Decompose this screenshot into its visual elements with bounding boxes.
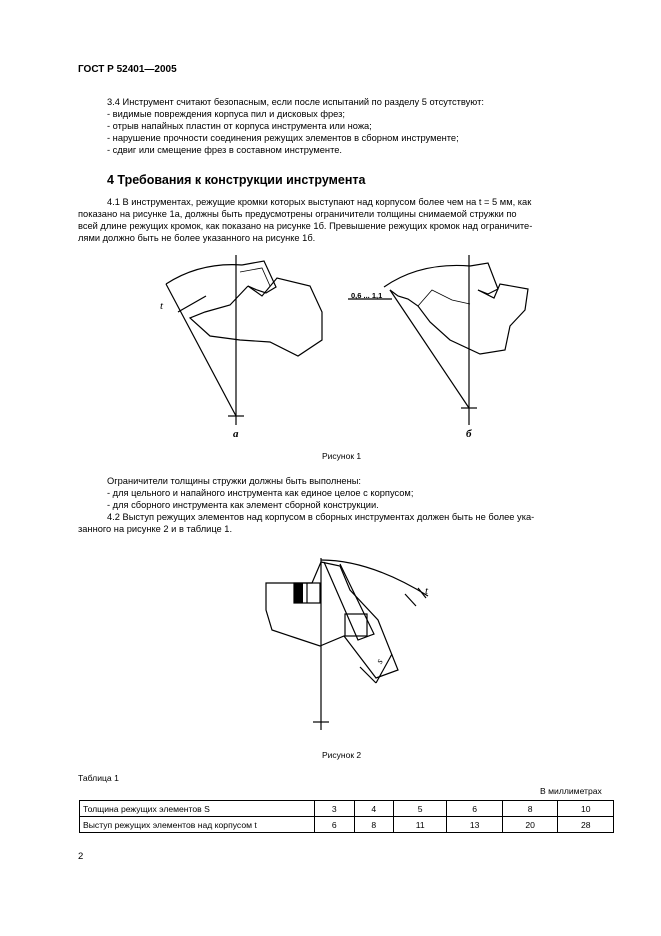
list-item: - видимые повреждения корпуса пил и дисковых фрез; <box>107 109 345 119</box>
paragraph-line: лями должно быть не более указанного на рисунке 1б. <box>78 233 316 243</box>
table-cell <box>80 801 315 817</box>
paragraph-line: всей длине режущих кромок, как показано на рисунке 1б. Превышение режущих кромок над ограничите- <box>78 221 533 231</box>
table-cell: 4 <box>354 801 394 817</box>
table-cell: 10 <box>558 801 614 817</box>
fig1a-tool-arc <box>166 265 242 284</box>
section-3-4-intro: 3.4 Инструмент считают безопасным, если после испытаний по разделу 5 отсутствуют: <box>107 97 484 107</box>
fig1b-cutter-tooth <box>470 263 498 294</box>
table-cell: 3 <box>315 801 355 817</box>
table-cell: 6 <box>315 817 355 833</box>
table-cell: 6 <box>447 801 503 817</box>
row-label: Выступ режущих элементов над корпусом t <box>83 819 257 830</box>
fig1a-dim-line <box>178 296 206 312</box>
fig2-wedge-fill <box>294 583 303 603</box>
fig1a-label-t: t <box>160 300 164 312</box>
table-cell: 11 <box>394 817 447 833</box>
table-cell <box>80 817 315 833</box>
paragraph-line: показано на рисунке 1а, должны быть предусмотрены ограничители толщины снимаемой стружки по <box>78 209 517 219</box>
fig1b-label: б <box>466 428 472 440</box>
fig2-dim-t-line <box>405 594 416 606</box>
table-1 <box>79 800 614 833</box>
fig1b-radius-line <box>390 290 469 408</box>
fig1a-inner-line <box>240 268 270 286</box>
fig1b-tool-arc <box>384 265 470 287</box>
figure-1-caption: Рисунок 1 <box>322 451 362 461</box>
list-item: - нарушение прочности соединения режущих элементов в сборном инструменте; <box>107 133 459 143</box>
list-item: - отрыв напайных пластин от корпуса инструмента или ножа; <box>107 121 372 131</box>
table-cell: 8 <box>502 801 558 817</box>
row-label: Толщина режущих элементов S <box>83 803 210 814</box>
table-row <box>80 801 614 817</box>
table-cell: 13 <box>447 817 503 833</box>
fig1a-cutter-tooth <box>242 261 276 293</box>
table-cell: 5 <box>394 801 447 817</box>
paragraph-line: - для цельного и напайного инструмента как единое целое с корпусом; <box>107 488 414 498</box>
fig2-label-s: s <box>374 657 386 666</box>
page-number: 2 <box>78 851 84 862</box>
section-4-heading: 4 Требования к конструкции инструмента <box>107 173 366 187</box>
fig1a-label: а <box>233 428 239 440</box>
fig1b-limiter-line <box>418 290 470 306</box>
paragraph-line: Ограничители толщины стружки должны быть выполнены: <box>107 476 361 486</box>
table-title: Таблица 1 <box>78 773 119 783</box>
document-header: ГОСТ Р 52401—2005 <box>78 64 177 75</box>
figure-2-caption: Рисунок 2 <box>322 750 362 760</box>
paragraph-line: 4.1 В инструментах, режущие кромки которых выступают над корпусом более чем на t = 5 мм, как <box>107 197 532 207</box>
table-row <box>80 817 614 833</box>
table-cell: 20 <box>502 817 558 833</box>
table-cell: 28 <box>558 817 614 833</box>
paragraph-line: - для сборного инструмента как элемент сборной конструкции. <box>107 500 379 510</box>
list-item: - сдвиг или смещение фрез в составном инструменте. <box>107 145 342 155</box>
paragraph-line: занного на рисунке 2 и в таблице 1. <box>78 524 233 534</box>
fig1b-dim-label: 0,6 ... 1,1 <box>351 291 383 300</box>
paragraph-line: 4.2 Выступ режущих элементов над корпусом в сборных инструментах должен быть не более ука- <box>107 512 535 522</box>
table-units: В миллиметрах <box>540 786 602 796</box>
fig1a-radius-line <box>166 284 236 416</box>
fig2-label-t: t <box>425 585 429 597</box>
fig1b-body-outline <box>390 284 528 354</box>
table-cell: 8 <box>354 817 394 833</box>
